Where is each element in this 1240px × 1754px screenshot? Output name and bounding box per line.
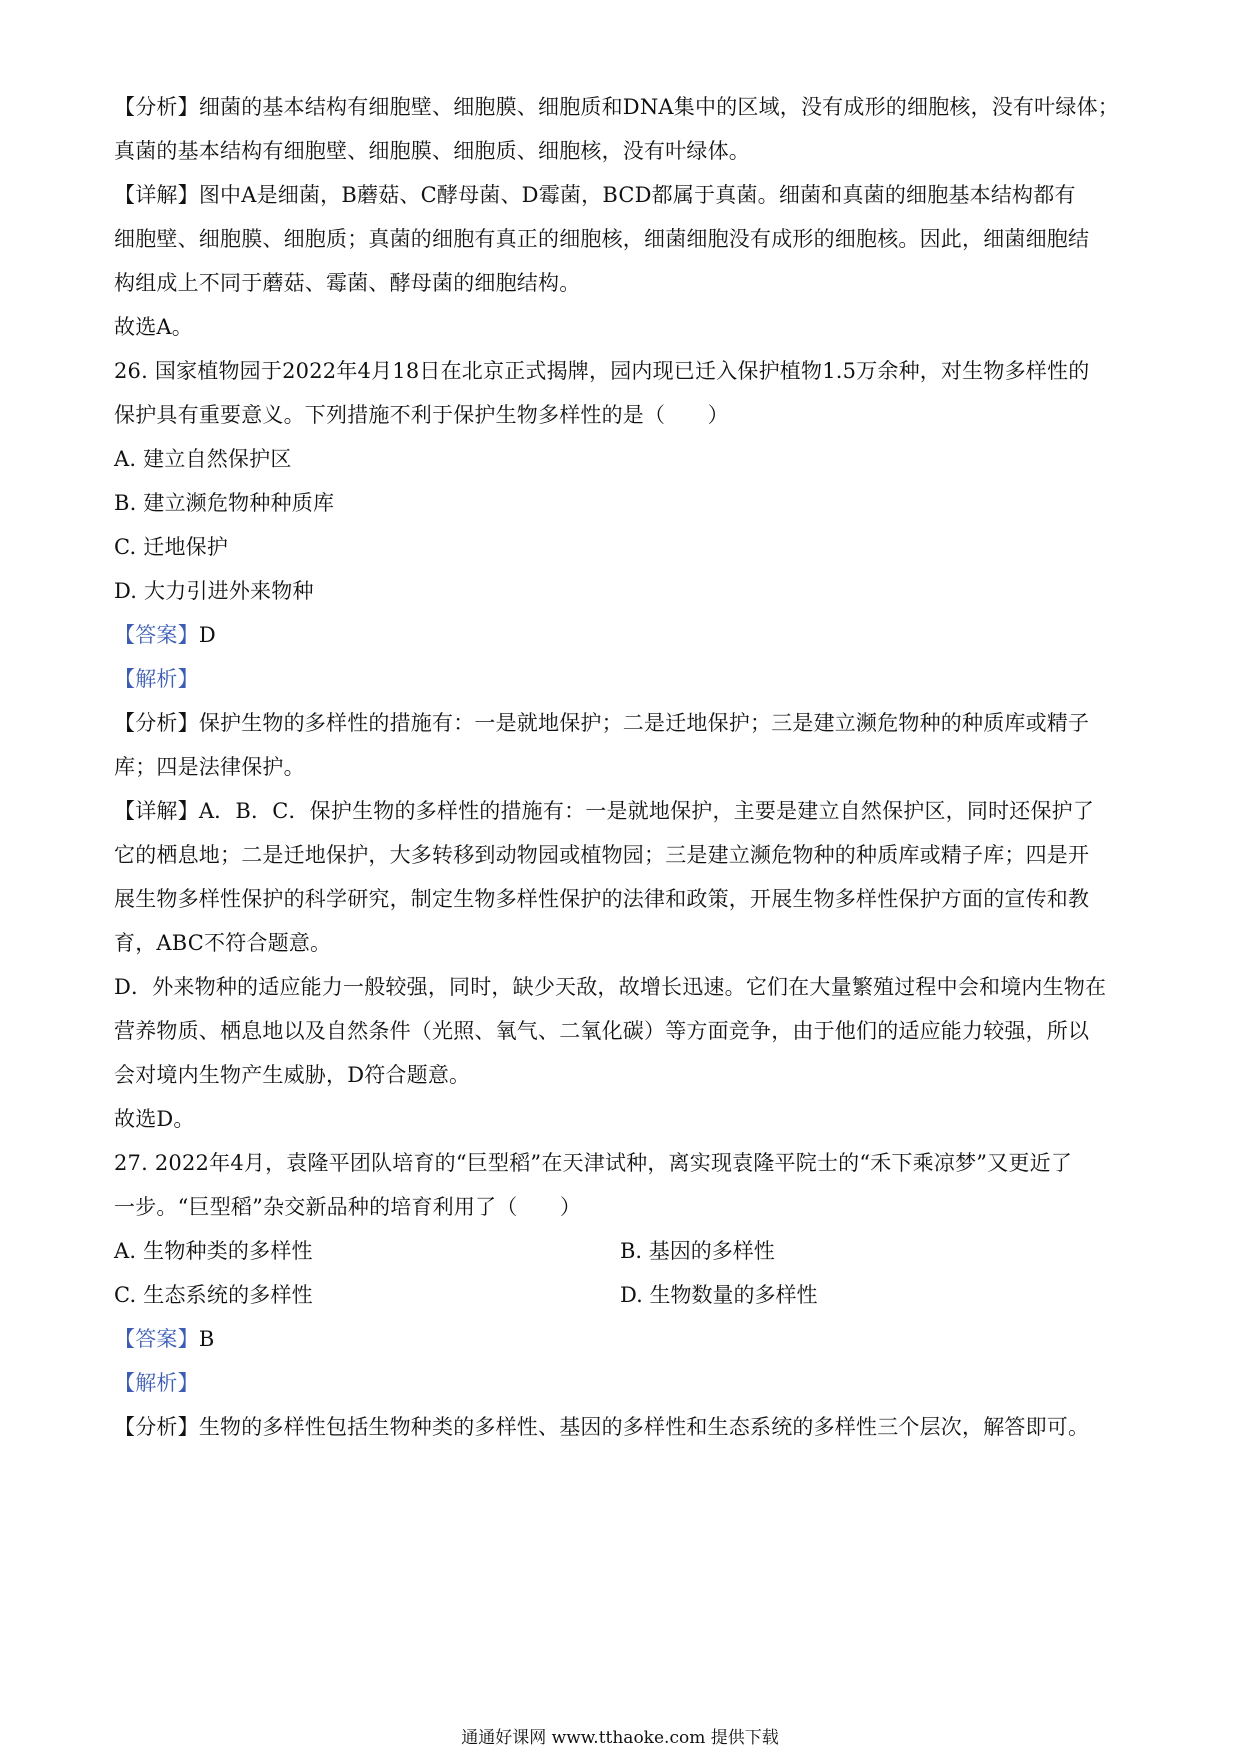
q26-detail-line-3: 展生物多样性保护的科学研究，制定生物多样性保护的法律和政策，开展生物多样性保护方面的宣传和教 bbox=[114, 887, 1090, 911]
q27-option-d: D. 生物数量的多样性 bbox=[620, 1283, 818, 1307]
analysis-label: 【分析】 bbox=[114, 1415, 199, 1439]
q26-option-a: A. 建立自然保护区 bbox=[114, 447, 292, 471]
q26-option-d: D. 大力引进外来物种 bbox=[114, 579, 314, 603]
detail-label: 【详解】 bbox=[114, 183, 199, 207]
q25-detail-line-2: 细胞壁、细胞膜、细胞质；真菌的细胞有真正的细胞核，细菌细胞没有成形的细胞核。因此，细菌细胞结 bbox=[114, 227, 1090, 251]
q25-analysis-line-1 bbox=[114, 92, 1134, 122]
detail-text: 图中A是细菌，B蘑菇、C酵母菌、D霉菌，BCD都属于真菌。细菌和真菌的细胞基本结构都有 bbox=[198, 183, 1076, 207]
q25-detail-line-3: 构组成上不同于蘑菇、霉菌、酵母菌的细胞结构。 bbox=[114, 271, 581, 295]
q27-option-b: B. 基因的多样性 bbox=[620, 1239, 775, 1263]
q26-detail-line-1 bbox=[114, 796, 1134, 826]
q27-explain-label: 【解析】 bbox=[114, 1371, 199, 1395]
q26-choice: 故选D。 bbox=[114, 1107, 195, 1131]
q25-choice: 故选A。 bbox=[114, 315, 193, 339]
q27-answer bbox=[114, 1324, 1134, 1354]
q26-detail-line-4: 育，ABC不符合题意。 bbox=[114, 931, 332, 955]
q26-option-b: B. 建立濒危物种种质库 bbox=[114, 491, 335, 515]
q26-explain-label: 【解析】 bbox=[114, 667, 199, 691]
analysis-text: 细菌的基本结构有细胞壁、细胞膜、细胞质和DNA集中的区域，没有成形的细胞核，没有叶绿体； bbox=[198, 95, 1119, 119]
q27-analysis-line-1 bbox=[114, 1412, 1134, 1442]
answer-label: 【答案】 bbox=[114, 623, 199, 647]
q27-stem-line-2: 一步。“巨型稻”杂交新品种的培育利用了（ ） bbox=[114, 1195, 582, 1219]
q26-option-c: C. 迁地保护 bbox=[114, 535, 229, 559]
analysis-text: 生物的多样性包括生物种类的多样性、基因的多样性和生态系统的多样性三个层次，解答即可。 bbox=[198, 1415, 1090, 1439]
q27-option-c: C. 生态系统的多样性 bbox=[114, 1283, 313, 1307]
q26-stem-line-2: 保护具有重要意义。下列措施不利于保护生物多样性的是（ ） bbox=[114, 403, 729, 427]
q27-stem-line-1: 27. 2022年4月，袁隆平团队培育的“巨型稻”在天津试种，离实现袁隆平院士的“禾下乘凉梦”又更近了 bbox=[114, 1151, 1073, 1175]
analysis-text: 保护生物的多样性的措施有：一是就地保护；二是迁地保护；三是建立濒危物种的种质库或精子 bbox=[198, 711, 1090, 735]
analysis-label: 【分析】 bbox=[114, 711, 199, 735]
q25-detail-line-1 bbox=[114, 180, 1134, 210]
q26-d-line-3: 会对境内生物产生威胁，D符合题意。 bbox=[114, 1063, 471, 1087]
q26-stem-line-1: 26. 国家植物园于2022年4月18日在北京正式揭牌，园内现已迁入保护植物1.5万余种，对生物多样性的 bbox=[114, 359, 1090, 383]
answer-value: D bbox=[198, 623, 216, 647]
q26-analysis-line-1 bbox=[114, 708, 1134, 738]
q26-analysis-line-2: 库；四是法律保护。 bbox=[114, 755, 305, 779]
q25-analysis-line-2: 真菌的基本结构有细胞壁、细胞膜、细胞质、细胞核，没有叶绿体。 bbox=[114, 139, 750, 163]
q26-detail-line-2: 它的栖息地；二是迁地保护，大多转移到动物园或植物园；三是建立濒危物种的种质库或精子库；四是开 bbox=[114, 843, 1090, 867]
detail-text: A．B．C．保护生物的多样性的措施有：一是就地保护，主要是建立自然保护区，同时还保护了 bbox=[198, 799, 1095, 823]
q27-option-a: A. 生物种类的多样性 bbox=[114, 1239, 313, 1263]
page-footer: 通通好课网 www.tthaoke.com 提供下载 bbox=[461, 1728, 779, 1748]
answer-value: B bbox=[198, 1327, 215, 1351]
q26-d-line-2: 营养物质、栖息地以及自然条件（光照、氧气、二氧化碳）等方面竞争，由于他们的适应能力较强，所以 bbox=[114, 1019, 1090, 1043]
analysis-label: 【分析】 bbox=[114, 95, 199, 119]
q26-answer bbox=[114, 620, 1134, 650]
detail-label: 【详解】 bbox=[114, 799, 199, 823]
answer-label: 【答案】 bbox=[114, 1327, 199, 1351]
q26-d-line-1: D．外来物种的适应能力一般较强，同时，缺少天敌，故增长迅速。它们在大量繁殖过程中会和境内生物在 bbox=[114, 975, 1107, 999]
